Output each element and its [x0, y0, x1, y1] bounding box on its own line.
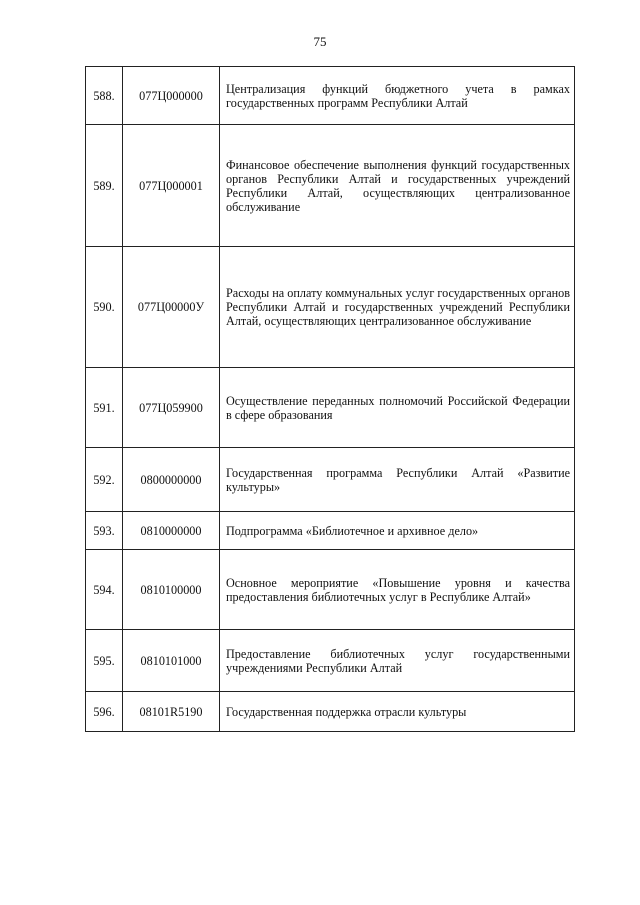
row-number: 591. — [86, 368, 123, 448]
budget-classification-table — [85, 66, 575, 732]
row-number: 592. — [86, 448, 123, 512]
target-article-name: Государственная поддержка отрасли культуры — [220, 692, 575, 732]
row-number: 593. — [86, 512, 123, 550]
table-row — [86, 512, 575, 550]
table-row — [86, 67, 575, 125]
table-row — [86, 368, 575, 448]
row-number: 588. — [86, 67, 123, 125]
row-number: 596. — [86, 692, 123, 732]
target-article-name: Осуществление переданных полномочий Российской Федерации в сфере образования — [220, 368, 575, 448]
target-article-code: 0810100000 — [123, 550, 220, 630]
target-article-code: 077Ц000000 — [123, 67, 220, 125]
target-article-code: 0800000000 — [123, 448, 220, 512]
target-article-name: Расходы на оплату коммунальных услуг государственных органов Республики Алтай и государственных учреждений Республики Алтай, осуществляющих централизованное обслуживание — [220, 247, 575, 368]
row-number: 589. — [86, 125, 123, 247]
target-article-code: 0810101000 — [123, 630, 220, 692]
table-row — [86, 692, 575, 732]
table-row — [86, 125, 575, 247]
table-row — [86, 630, 575, 692]
target-article-code: 077Ц000001 — [123, 125, 220, 247]
row-number: 595. — [86, 630, 123, 692]
row-number: 594. — [86, 550, 123, 630]
target-article-name: Основное мероприятие «Повышение уровня и качества предоставления библиотечных услуг в Республике Алтай» — [220, 550, 575, 630]
target-article-code: 077Ц059900 — [123, 368, 220, 448]
table-row — [86, 247, 575, 368]
target-article-code: 08101R5190 — [123, 692, 220, 732]
target-article-name: Предоставление библиотечных услуг государственными учреждениями Республики Алтай — [220, 630, 575, 692]
target-article-name: Централизация функций бюджетного учета в рамках государственных программ Республики Алтай — [220, 67, 575, 125]
target-article-name: Государственная программа Республики Алтай «Развитие культуры» — [220, 448, 575, 512]
target-article-name: Подпрограмма «Библиотечное и архивное дело» — [220, 512, 575, 550]
target-article-code: 0810000000 — [123, 512, 220, 550]
row-number: 590. — [86, 247, 123, 368]
page-number: 75 — [313, 34, 327, 49]
table-row — [86, 550, 575, 630]
table-row — [86, 448, 575, 512]
target-article-code: 077Ц00000У — [123, 247, 220, 368]
target-article-name: Финансовое обеспечение выполнения функций государственных органов Республики Алтай и государственных учреждений Республики Алтай, осуществляющих централизованное обслуживание — [220, 125, 575, 247]
